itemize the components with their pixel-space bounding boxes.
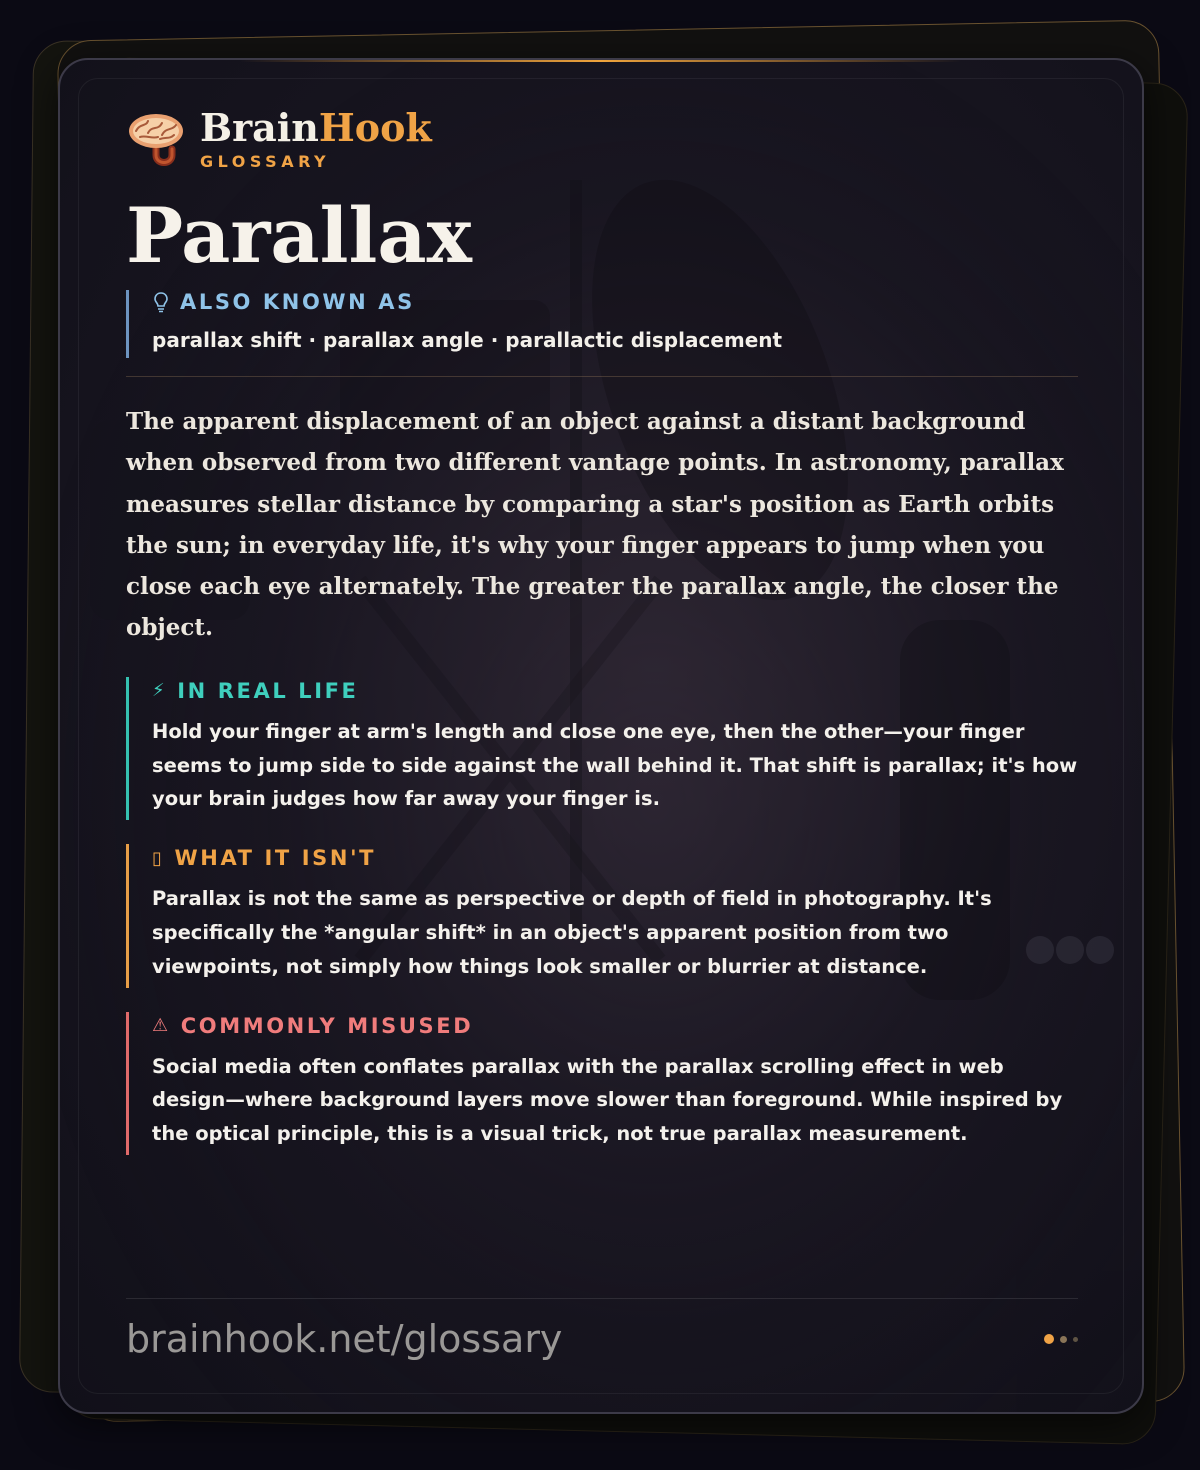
what-it-isnt-heading: [152, 846, 1078, 870]
commonly-misused-body: Social media often conflates parallax with the parallax scrolling effect in web design—where background layers move slower than foreground. While inspired by the optical principle, this is a visual trick, not true parallax measurement.: [152, 1054, 1063, 1146]
definition-text: The apparent displacement of an object against a distant background when observed from two different vantage points. In astronomy, parallax measures stellar distance by comparing a star's position as Earth orbits the sun; in everyday life, it's why your finger appears to jump when you close each eye alternately. The greater the parallax angle, the closer the object.: [126, 408, 1064, 642]
in-real-life-heading: [152, 679, 1078, 703]
section-in-real-life: [126, 677, 1078, 820]
in-real-life-body: Hold your finger at arm's length and close one eye, then the other—your finger seems to jump side to side against the wall behind it. That shift is parallax; it's how your brain judges how far away your finger is.: [152, 719, 1078, 811]
footer-url[interactable]: brainhook.net/glossary: [126, 1317, 563, 1361]
pagination-dot: [1060, 1336, 1067, 1343]
section-commonly-misused: [126, 1012, 1078, 1155]
brand-name-brain: Brain: [200, 104, 319, 150]
brand-name-hook: Hook: [318, 104, 432, 150]
pagination-dot: [1073, 1337, 1078, 1342]
also-known-as-block: [126, 290, 1078, 358]
pagination-dot-active: [1044, 1334, 1054, 1344]
footer-divider: [126, 1298, 1078, 1299]
footer-row: [126, 1317, 1078, 1361]
brand-subtitle: GLOSSARY: [200, 151, 331, 171]
also-known-as-list: parallax shift · parallax angle · parallactic displacement: [152, 328, 783, 352]
lightbulb-icon: [152, 291, 170, 313]
brain-hook-icon: [126, 109, 186, 169]
term-title: Parallax: [126, 191, 472, 280]
brand-text: [200, 104, 432, 171]
also-known-as-heading-text: ALSO KNOWN AS: [180, 290, 415, 314]
brand-name: [200, 104, 432, 150]
card-top-glow: [240, 60, 962, 62]
also-known-as-heading: [152, 290, 1078, 314]
in-real-life-heading-text: IN REAL LIFE: [177, 678, 359, 703]
section-what-it-isnt: [126, 844, 1078, 987]
what-it-isnt-heading-text: WHAT IT ISN'T: [174, 846, 377, 871]
what-it-isnt-body: Parallax is not the same as perspective or depth of field in photography. It's specifically the *angular shift* in an object's apparent position from two viewpoints, not simply how things look smaller or blurrier at distance.: [152, 887, 992, 978]
warning-icon: ⚠: [152, 1015, 171, 1037]
glossary-card: [58, 58, 1144, 1414]
brand-header: [126, 106, 1078, 172]
pagination-dots-icon: [1038, 1334, 1078, 1344]
commonly-misused-heading-text: COMMONLY MISUSED: [180, 1013, 474, 1038]
card-footer: [126, 1298, 1078, 1361]
lightning-icon: ⚡: [152, 680, 168, 702]
missing-glyph-icon: ▯: [152, 847, 165, 869]
card-content: [126, 106, 1078, 1155]
commonly-misused-heading: [152, 1014, 1078, 1038]
divider: [126, 376, 1078, 377]
